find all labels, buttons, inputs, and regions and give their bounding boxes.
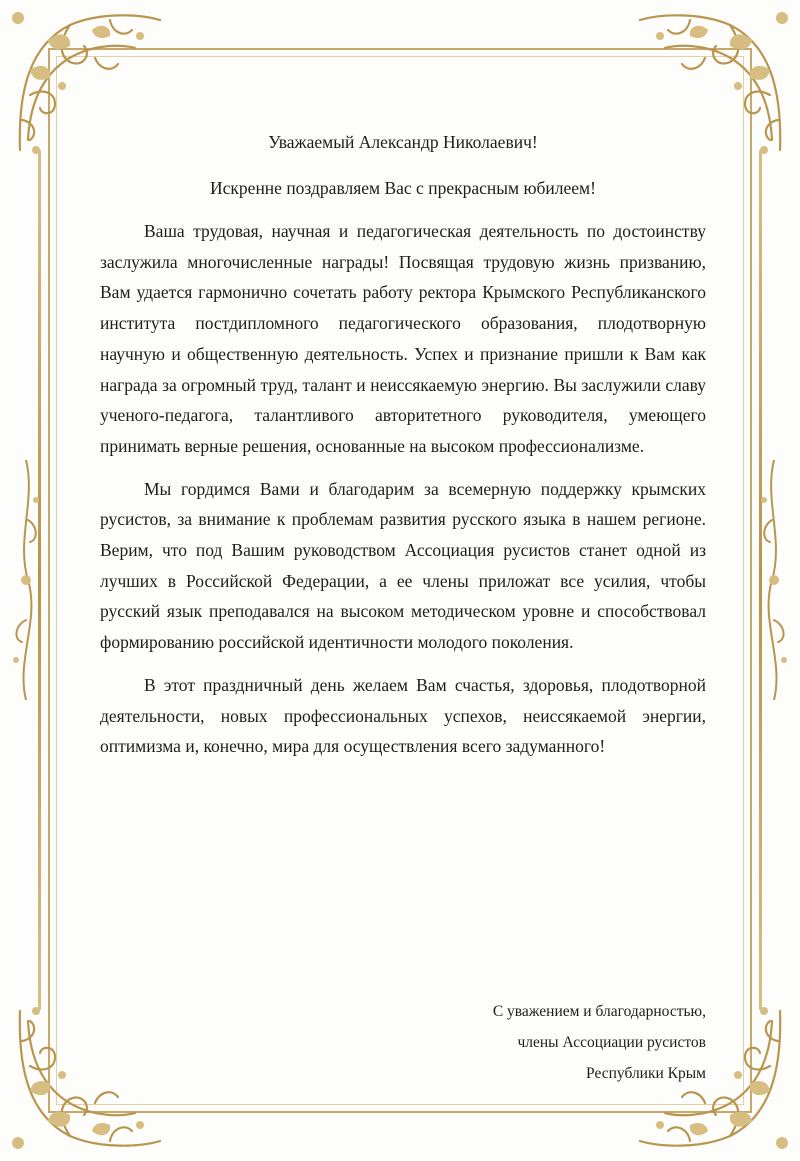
paragraph-gratitude: Мы гордимся Вами и благодарим за всемерную поддержку крымских русистов, за внимание к проблемам развития русского языка в нашем регионе. Верим, что под Вашим руководством Ассоциация русистов станет одной из лучших в Российской Федерации, а ее члены приложат все усилия, чтобы русский язык преподавался на высоком методическом уровне и способствовал формированию российской идентичности молодого поколения.	[100, 478, 706, 653]
signature-line-regards: С уважением и благодарностью,	[492, 1003, 706, 1020]
paragraph-achievements: Ваша трудовая, научная и педагогическая деятельность по достоинству заслужила многочисленные награды! Посвящая трудовую жизнь призванию, Вам удается гармонично сочетать работу ректора Крымского Республиканского института постдипломного педагогического образования, плодотворную научную и общественную деятельность. Успех и признание пришли к Вам как награда за огромный труд, талант и неиссякаемую энергию. Вы заслужили славу ученого-педагога, талантливого авторитетного руководителя, умеющего принимать верные решения, основанные на высоком профессионализме.	[100, 221, 706, 456]
signature-line-members: члены Ассоциации русистов	[517, 1034, 706, 1051]
salutation: Уважаемый Александр Николаевич!	[268, 132, 538, 152]
letter-body	[100, 127, 706, 774]
signature-block	[493, 996, 706, 1089]
congratulation-line: Искренне поздравляем Вас с прекрасным юбилеем!	[210, 178, 596, 198]
left-side-ornament-icon	[6, 460, 46, 700]
paragraph-wishes: В этот праздничный день желаем Вам счастья, здоровья, плодотворной деятельности, новых профессиональных успехов, неиссякаемой энергии, оптимизма и, конечно, мира для осуществления всего задуманного!	[100, 674, 706, 757]
signature-line-region: Республики Крым	[586, 1065, 706, 1082]
corner-ornament-bottom-left-icon	[0, 991, 170, 1161]
right-side-ornament-icon	[754, 460, 794, 700]
